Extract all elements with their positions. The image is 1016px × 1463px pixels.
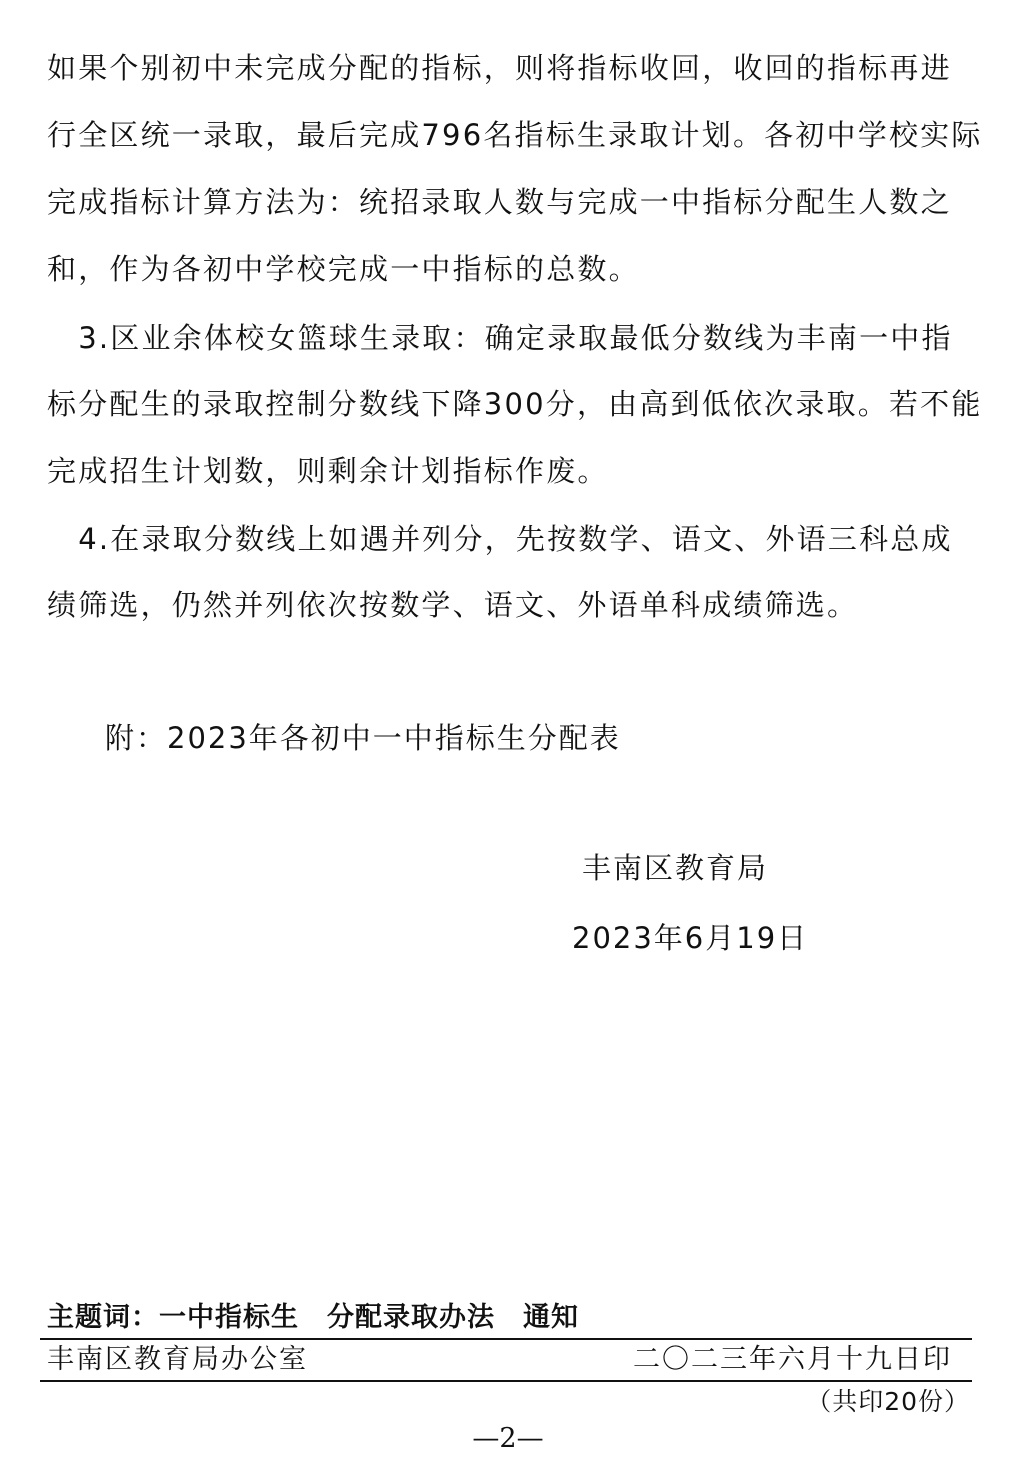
footer-rule-bottom	[40, 1380, 972, 1382]
body-line-6: 标分配生的录取控制分数线下降300分，由高到低依次录取。若不能	[47, 387, 983, 421]
body-line-1: 如果个别初中未完成分配的指标，则将指标收回，收回的指标再进	[47, 51, 952, 85]
body-line-4: 和，作为各初中学校完成一中指标的总数。	[47, 252, 640, 286]
footer-rule-top	[40, 1338, 972, 1340]
page-number: —2—	[472, 1423, 544, 1454]
body-line-3: 完成指标计算方法为：统招录取人数与完成一中指标分配生人数之	[47, 185, 952, 219]
body-line-2: 行全区统一录取，最后完成796名指标生录取计划。各初中学校实际	[47, 118, 983, 152]
issuer-signature: 丰南区教育局	[582, 851, 769, 885]
copies-count: （共印20份）	[806, 1387, 970, 1416]
issuing-office: 丰南区教育局办公室	[47, 1344, 308, 1375]
body-line-8: 4.在录取分数线上如遇并列分，先按数学、语文、外语三科总成	[47, 522, 953, 556]
subject-keywords: 主题词：一中指标生 分配录取办法 通知	[47, 1302, 579, 1333]
issue-date: 2023年6月19日	[572, 921, 809, 955]
attachment-note: 附：2023年各初中一中指标生分配表	[105, 721, 621, 755]
body-line-5: 3.区业余体校女篮球生录取：确定录取最低分数线为丰南一中指	[47, 321, 953, 355]
body-line-9: 绩筛选，仍然并列依次按数学、语文、外语单科成绩筛选。	[47, 588, 859, 622]
print-date: 二〇二三年六月十九日印	[633, 1344, 952, 1375]
body-line-7: 完成招生计划数，则剩余计划指标作废。	[47, 454, 609, 488]
